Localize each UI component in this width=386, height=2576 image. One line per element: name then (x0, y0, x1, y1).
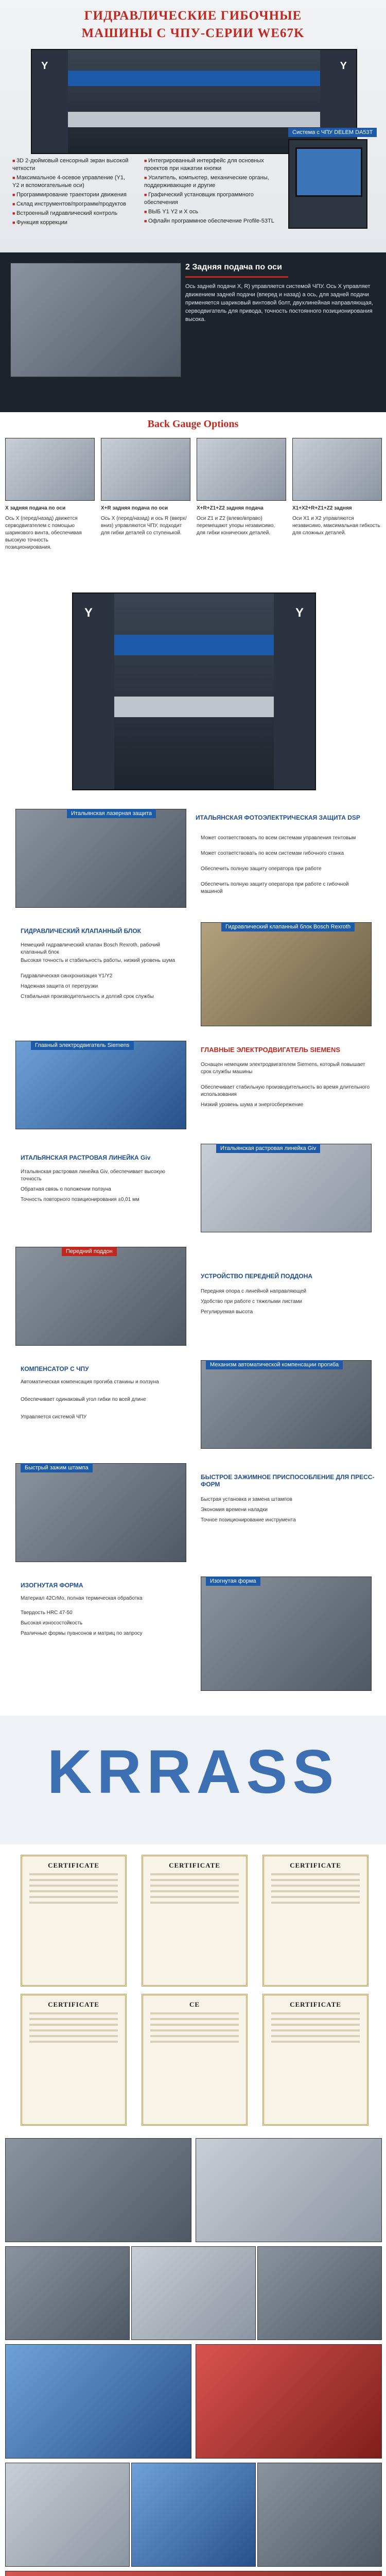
motor-item: Обеспечивает стабильную производительность во время длительного использования (201, 1084, 370, 1097)
feature-item: ■ Функция коррекции (12, 219, 131, 227)
backgauge-options-section (0, 412, 386, 582)
hero-title-line-2: МАШИНЫ С ЧПУ-СЕРИИ WE67K (81, 26, 305, 40)
ruler-item: Обратная связь о положении ползуна (21, 1187, 111, 1192)
clamp-item: Экономия времени наладки (201, 1507, 268, 1513)
detail-ruler (0, 1144, 386, 1236)
backgauge-heading: 2 Задняя подача по оси (185, 263, 282, 272)
laser-item: Обеспечить полную защиту оператора при работе (201, 866, 322, 872)
hydraulic-photo (201, 922, 372, 1026)
laser-item: Может соответствовать по всем системам управления тентовым (201, 835, 356, 841)
tooling-photo (201, 1577, 372, 1691)
tooling-label: Изогнутая форма (206, 1577, 260, 1586)
backgauge-option-label: X1+X2+R+Z1+Z2 задняя (292, 505, 352, 511)
tooling-item: Материал 42CrMo, полная термическая обработка (21, 1596, 143, 1601)
feature-item: ■ ВЫБ Y1 Y2 и X ось (144, 208, 278, 216)
brand-banner (0, 1716, 386, 1844)
hydraulic-item: Надежная защита от перегрузки (21, 984, 98, 989)
detail-compensation (0, 1360, 386, 1453)
motor-item: Низкий уровень шума и энергосбережение (201, 1102, 304, 1108)
detail-support (0, 1247, 386, 1350)
feature-item: ■ Максимальное 4-осевое управление (Y1, Y2 и вспомогательные оси) (12, 174, 131, 190)
backgauge-option-text: Оси X1 и X2 управляются независимо, максимальная гибкость для сложных деталей. (292, 516, 380, 536)
factory-photo (5, 2138, 191, 2242)
hero-section (0, 0, 386, 252)
ruler-photo (201, 1144, 372, 1232)
certificate (142, 1855, 248, 1987)
support-item: Передняя опора с линейной направляющей (201, 1289, 307, 1294)
factory-gallery (0, 2138, 386, 2576)
tooling-heading: ИЗОГНУТАЯ ФОРМА (21, 1582, 83, 1589)
detail-clamp (0, 1463, 386, 1566)
detail-motor (0, 1041, 386, 1133)
backgauge-photo (10, 263, 181, 377)
backgauge-option-text: Ось X (перед/назад) движется серводвигателем с помощью шарикового винта, обеспечивая высокую точность позиционирования. (5, 516, 82, 550)
features-list (12, 157, 131, 228)
machine-section (0, 582, 386, 799)
ruler-item: Итальянская растровая линейка Giv, обеспечивает высокую точность (21, 1169, 165, 1182)
detail-hydraulic (0, 922, 386, 1030)
tooling-item: Высокая износостойкость (21, 1620, 83, 1626)
compensation-label: Механизм автоматической компенсации прогиба (206, 1360, 343, 1369)
hydraulic-item: Стабильная производительность и долгий срок службы (21, 994, 154, 999)
ruler-heading: ИТАЛЬЯНСКАЯ РАСТРОВАЯ ЛИНЕЙКА Giv (21, 1154, 151, 1161)
clamp-photo (15, 1463, 186, 1562)
factory-photo (131, 2246, 256, 2340)
backgauge-option-photo (5, 438, 95, 501)
laser-item: Может соответствовать по всем системам гибочного станка (201, 851, 344, 856)
backgauge-option-label: X+R задняя подача по оси (101, 505, 168, 511)
support-photo (15, 1247, 186, 1346)
backgauge-option-text: Ось X (перед/назад) и ось R (вверх/вниз) управляются ЧПУ, подходит для гибки деталей со ступенькой. (101, 516, 187, 536)
feature-item: ■ Программирование траектории движения (12, 191, 131, 199)
clamp-heading: БЫСТРОЕ ЗАЖИМНОЕ ПРИСПОСОБЛЕНИЕ ДЛЯ ПРЕСС-ФОРМ (201, 1473, 375, 1488)
brand-mark-right: Y (340, 60, 347, 72)
compensation-photo (201, 1360, 372, 1449)
backgauge-section (0, 252, 386, 412)
laser-heading: ИТАЛЬЯНСКАЯ ФОТОЭЛЕКТРИЧЕСКАЯ ЗАЩИТА DSP (196, 814, 360, 821)
brand-logo: KRRASS (47, 1737, 339, 1806)
feature-item: ■ Усилитель, компьютер, механические органы, поддерживающие и другие (144, 174, 278, 190)
clamp-item: Точное позиционирование инструмента (201, 1517, 296, 1523)
control-panel-image (288, 139, 367, 229)
backgauge-option-text: Оси Z1 и Z2 (влево/вправо) перемещают упоры независимо, для гибки конических деталей. (197, 516, 275, 536)
feature-item: ■ Графический установщик программного обеспечения (144, 191, 278, 207)
laser-item: Обеспечить полную защиту оператора при работе с гибочной машиной (201, 882, 349, 894)
ruler-item: Точность повторного позиционирования ±0,01 мм (21, 1197, 139, 1202)
feature-item: ■ Встроенный гидравлический контроль (12, 210, 131, 217)
hydraulic-item: Высокая точность и стабильность работы, низкий уровень шума (21, 958, 176, 963)
clamp-label: Быстрый зажим штампа (21, 1463, 93, 1472)
certificate-title: CERTIFICATE (290, 1861, 341, 1869)
motor-photo (15, 1041, 186, 1129)
compensation-item: Автоматическая компенсация прогиба станины и ползуна (21, 1379, 159, 1385)
backgauge-option-label: X+R+Z1+Z2 задняя подача (197, 505, 264, 511)
factory-photo (196, 2344, 382, 2459)
hydraulic-item: Гидравлическая синхронизация Y1/Y2 (21, 973, 113, 979)
detail-tooling (0, 1577, 386, 1700)
factory-photo (5, 2571, 382, 2576)
certificate-title: CERTIFICATE (290, 2001, 341, 2008)
support-item: Регулируемая высота (201, 1309, 253, 1315)
hero-title (0, 7, 386, 42)
support-item: Удобство при работе с тяжелыми листами (201, 1299, 302, 1304)
laser-photo (15, 809, 186, 908)
factory-photo (5, 2344, 191, 2459)
press-brake-front-image: Y Y (72, 592, 316, 790)
compensation-heading: КОМПЕНСАТОР С ЧПУ (21, 1365, 89, 1372)
feature-item: ■ Склад инструментов/программ/продуктов (12, 200, 131, 208)
tooling-item: Различные формы пуансонов и матриц по запросу (21, 1631, 143, 1636)
certificate-title: CERTIFICATE (48, 1861, 99, 1869)
certificate (142, 1994, 248, 2126)
support-heading: УСТРОЙСТВО ПЕРЕДНЕЙ ПОДДОНА (201, 1273, 313, 1280)
hero-title-line-1: ГИДРАВЛИЧЕСКИЕ ГИБОЧНЫЕ (84, 9, 302, 23)
factory-photo (5, 2463, 130, 2567)
detail-laser (0, 809, 386, 912)
compensation-item: Обеспечивает одинаковый угол гибки по всей длине (21, 1397, 146, 1402)
clamp-item: Быстрая установка и замена штампов (201, 1497, 292, 1502)
tooling-item: Твердость HRC 47-50 (21, 1610, 73, 1616)
feature-item: ■ Интегрированный интерфейс для основных проектов при нажатии кнопки (144, 157, 278, 173)
factory-photo (131, 2463, 256, 2567)
hydraulic-item: Немецкий гидравлический клапан Bosch Rexroth, рабочий клапанный блок (21, 942, 160, 955)
system-label: Система с ЧПУ DELEM DA53T (288, 128, 377, 137)
ruler-label: Итальянская растровая линейка Giv (216, 1144, 320, 1153)
factory-photo (5, 2246, 130, 2340)
certificate (262, 1855, 369, 1987)
brand-mark-left: Y (41, 60, 48, 72)
factory-photo (257, 2463, 382, 2567)
feature-item: ■ Офлайн программное обеспечение Profile-53TL (144, 217, 278, 225)
certificate (21, 1994, 127, 2126)
backgauge-option-label: X задняя подача по оси (5, 505, 66, 511)
compensation-item: Управляется системой ЧПУ (21, 1414, 87, 1420)
laser-label: Итальянская лазерная защита (67, 809, 156, 818)
backgauge-options-title: Back Gauge Options (147, 418, 239, 430)
backgauge-option-photo (197, 438, 286, 501)
press-brake-image (31, 49, 357, 154)
feature-item: ■ 3D 2-дюймовый сенсорный экран высокой четкости (12, 157, 131, 173)
certificate-title: CE (189, 2001, 200, 2008)
certificate (21, 1855, 127, 1987)
features-list-2 (144, 157, 278, 227)
factory-photo (257, 2246, 382, 2340)
motor-heading: ГЛАВНЫЕ ЭЛЕКТРОДВИГАТЕЛЬ SIEMENS (201, 1046, 341, 1054)
certificates-section (0, 1844, 386, 2133)
certificate-title: CERTIFICATE (48, 2001, 99, 2008)
backgauge-option-photo (101, 438, 190, 501)
backgauge-text: Ось задней подачи X, R) управляется системой ЧПУ. Ось X управляет движением задней подачи (вперед и назад) а ось, для задней подачи применяется шариковый винтовой болт, двухлинейная направляющая, серводвигатель для привода, точность постоянного позиционирования высока. (185, 283, 373, 323)
hydraulic-label: Гидравлический клапанный блок Bosch Rexroth (221, 922, 355, 931)
certificate-title: CERTIFICATE (169, 1861, 220, 1869)
factory-photo (196, 2138, 382, 2242)
motor-label: Главный электродвигатель Siemens (31, 1041, 134, 1050)
hydraulic-heading: ГИДРАВЛИЧЕСКИЙ КЛАПАННЫЙ БЛОК (21, 927, 141, 935)
motor-item: Оснащен немецким электродвигателем Siemens, который повышает срок службы машины (201, 1062, 365, 1075)
backgauge-option-photo (292, 438, 382, 501)
support-label: Передний поддон (62, 1247, 117, 1256)
certificate (262, 1994, 369, 2126)
